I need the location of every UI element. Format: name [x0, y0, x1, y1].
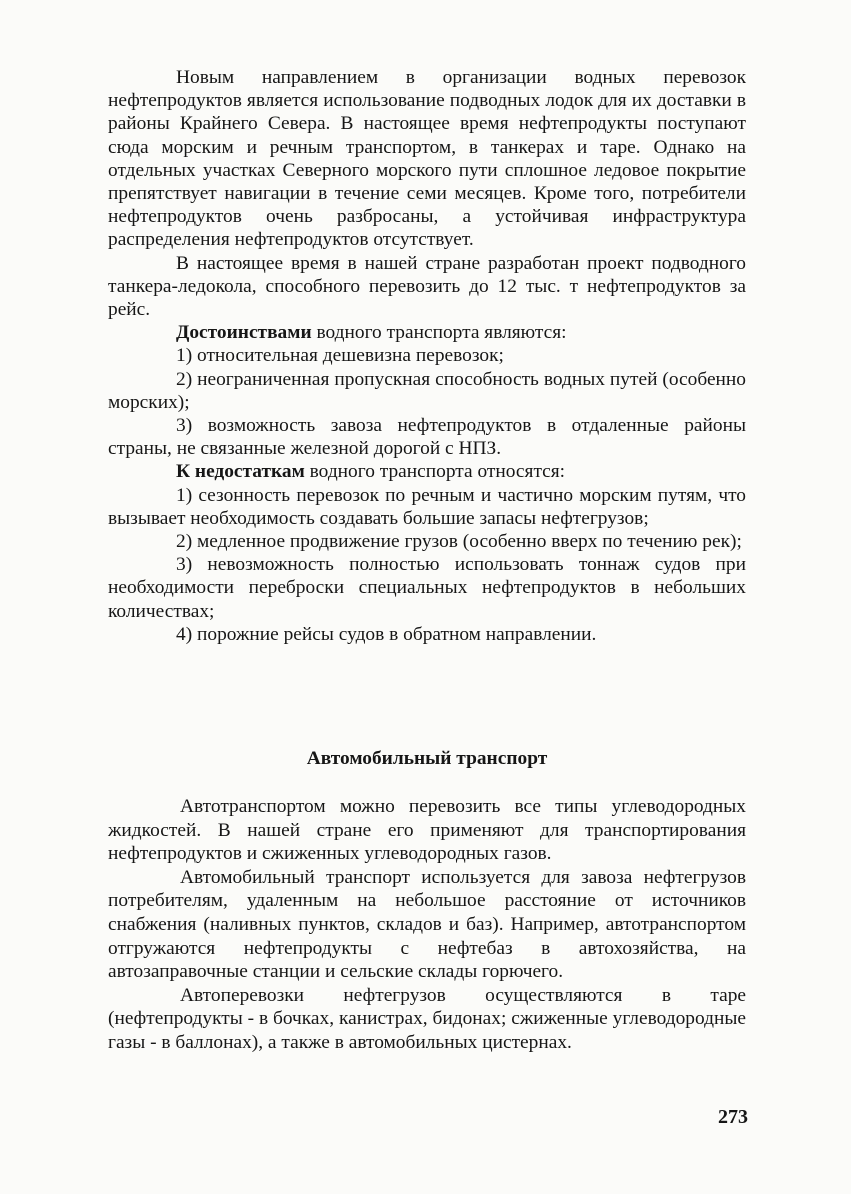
page-number: 273	[718, 1106, 748, 1128]
advantage-item: 3) возможность завоза нефтепродуктов в отдаленные районы страны, не связанные железной дорогой с НПЗ.	[108, 415, 746, 460]
body-text-lower	[108, 795, 746, 1055]
disadvantage-item: 1) сезонность перевозок по речным и частично морским путям, что вызывает необходимость создавать большие запасы нефтегрузов;	[108, 484, 746, 529]
section-heading: Автомобильный транспорт	[306, 748, 548, 769]
disadvantages-lead: К недостаткам	[176, 461, 305, 483]
disadvantage-item: 3) невозможность полностью использовать тоннаж судов при необходимости переброски специальных нефтепродуктов в небольших количествах;	[108, 554, 746, 622]
disadvantage-item: 4) порожние рейсы судов в обратном направлении.	[176, 623, 597, 645]
advantage-item: 1) относительная дешевизна перевозок;	[176, 345, 504, 367]
paragraph-tanker-project: В настоящее время в нашей стране разработан проект подводного танкера-ледокола, способного перевозить до 12 тыс. т нефтепродуктов за рейс.	[108, 252, 746, 321]
advantages-lead: Достоинствами	[176, 322, 312, 344]
advantage-item: 2) неограниченная пропускная способность водных путей (особенно морских);	[108, 368, 746, 413]
body-text-upper	[108, 66, 746, 646]
disadvantages-rest: водного транспорта относятся:	[304, 461, 566, 483]
advantages-rest: водного транспорта являются:	[311, 322, 567, 344]
disadvantages-intro	[108, 460, 746, 483]
paragraph-submarines: Новым направлением в организации водных перевозок нефтепродуктов является использование подводных лодок для их доставки в районы Крайнего Севера. В настоящее время нефтепродукты поступают сюда морским и речным транспортом, в танкерах и таре. Однако на отдельных участках Северного морского пути сплошное ледовое покрытие препятствует навигации в течение семи месяцев. Кроме того, потребители нефтепродуктов очень разбросаны, а устойчивая инфраструктура распределения нефтепродуктов отсутствует.	[108, 67, 746, 251]
paragraph-auto-usage: Автомобильный транспорт используется для завоза нефтегрузов потребителям, удаленным на небольшое расстояние от источников снабжения (наливных пунктов, складов и баз). Например, автотранспортом отгружаются нефтепродукты с нефтебаз в автохозяйства, на автозаправочные станции и сельские склады горючего.	[108, 866, 746, 983]
advantages-intro	[108, 321, 746, 344]
paragraph-auto-types: Автотранспортом можно перевозить все типы углеводородных жидкостей. В нашей стране его применяют для транспортирования нефтепродуктов и сжиженных углеводородных газов.	[108, 796, 746, 865]
paragraph-auto-containers: Автоперевозки нефтегрузов осуществляются в таре (нефтепродукты - в бочках, канистрах, бидонах; сжиженные углеводородные газы - в баллонах), а также в автомобильных цистернах.	[108, 984, 746, 1053]
disadvantage-item: 2) медленное продвижение грузов (особенно вверх по течению рек);	[176, 531, 742, 553]
